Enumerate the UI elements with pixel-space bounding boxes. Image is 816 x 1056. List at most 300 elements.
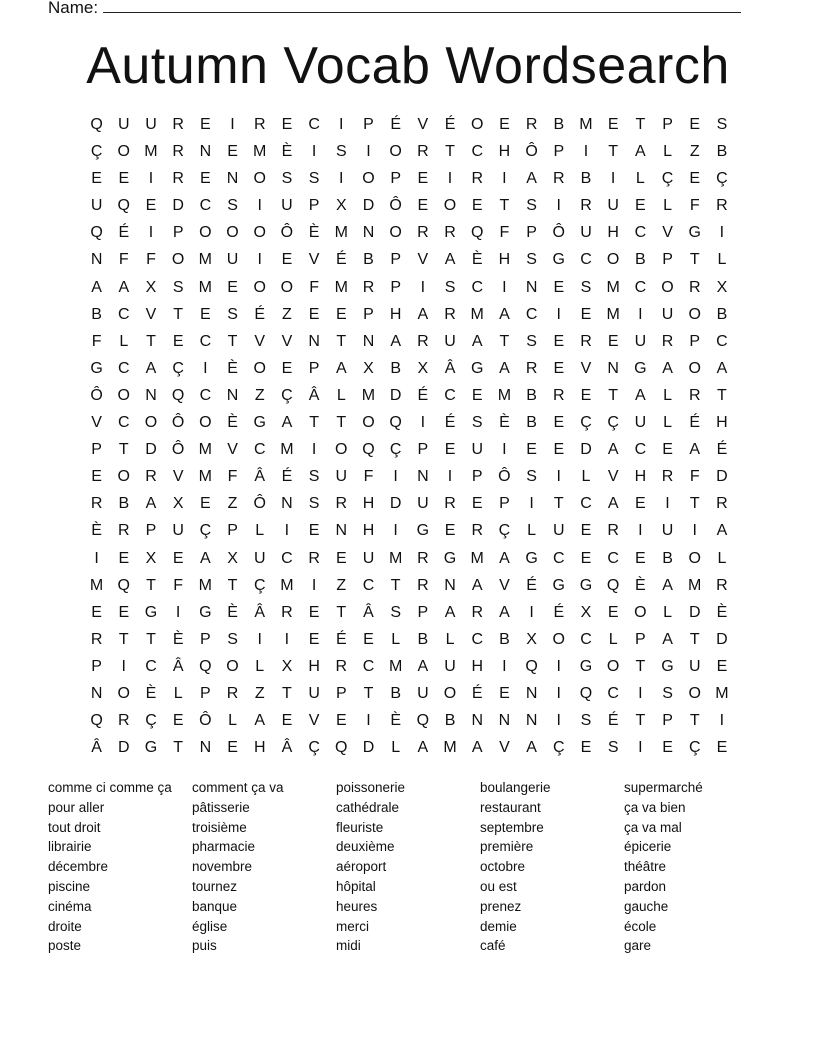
grid-letter: M bbox=[280, 441, 294, 459]
word-item: pardon bbox=[624, 878, 667, 894]
grid-row bbox=[83, 328, 736, 355]
grid-letter: M bbox=[89, 576, 104, 594]
grid-letter: Â bbox=[254, 468, 266, 486]
grid-letter: D bbox=[389, 495, 402, 513]
grid-letter: I bbox=[366, 712, 371, 730]
grid-row bbox=[83, 274, 736, 301]
grid-letter: U bbox=[90, 197, 103, 215]
grid-letter: P bbox=[227, 522, 238, 540]
grid-letter: Q bbox=[90, 116, 103, 133]
grid-letter: P bbox=[526, 224, 537, 242]
grid-letter: E bbox=[716, 739, 728, 757]
grid-letter: F bbox=[689, 197, 700, 215]
grid-letter: E bbox=[118, 170, 130, 188]
grid-letter: I bbox=[719, 224, 725, 242]
grid-letter: O bbox=[253, 224, 266, 242]
grid-letter: O bbox=[253, 278, 266, 296]
grid-letter: F bbox=[146, 251, 156, 269]
grid-letter: X bbox=[716, 278, 728, 296]
grid-letter: R bbox=[580, 197, 592, 215]
grid-letter: Ô bbox=[171, 441, 185, 459]
grid-letter: V bbox=[499, 576, 510, 594]
grid-letter: C bbox=[118, 414, 130, 432]
grid-letter: É bbox=[689, 414, 701, 432]
grid-letter: N bbox=[199, 143, 212, 161]
word-item: heures bbox=[336, 898, 378, 914]
word-item: gauche bbox=[624, 898, 669, 914]
grid-letter: R bbox=[661, 468, 674, 486]
grid-letter: T bbox=[336, 332, 347, 350]
grid-letter: A bbox=[145, 359, 157, 377]
grid-letter: I bbox=[339, 116, 344, 133]
grid-letter: I bbox=[692, 522, 697, 540]
grid-letter: L bbox=[663, 197, 672, 215]
grid-letter: F bbox=[363, 468, 374, 486]
grid-letter: A bbox=[471, 576, 483, 594]
grid-letter: S bbox=[227, 630, 238, 648]
grid-letter: Q bbox=[90, 224, 103, 242]
grid-letter: C bbox=[145, 657, 157, 675]
grid-letter: Ç bbox=[716, 170, 728, 188]
grid-letter: Ç bbox=[688, 739, 701, 757]
grid-letter: R bbox=[118, 712, 130, 730]
grid-letter: O bbox=[362, 414, 375, 432]
grid-letter: E bbox=[91, 468, 102, 486]
grid-letter: R bbox=[226, 684, 239, 702]
grid-letter: G bbox=[416, 522, 430, 540]
grid-letter: E bbox=[227, 143, 238, 161]
grid-letter: L bbox=[255, 522, 265, 540]
grid-letter: A bbox=[499, 305, 510, 323]
grid-letter: G bbox=[634, 359, 647, 377]
grid-letter: Q bbox=[579, 684, 593, 702]
grid-letter: B bbox=[91, 305, 102, 323]
grid-letter: R bbox=[417, 143, 429, 161]
grid-letter: I bbox=[529, 495, 534, 513]
grid-letter: A bbox=[471, 332, 483, 350]
grid-letter: S bbox=[607, 739, 619, 757]
grid-letter: D bbox=[362, 197, 375, 215]
grid-letter: Ç bbox=[145, 712, 157, 730]
grid-letter: I bbox=[502, 278, 507, 296]
grid-letter: A bbox=[607, 495, 619, 513]
grid-letter: E bbox=[607, 116, 619, 133]
grid-letter: V bbox=[580, 359, 592, 377]
grid-letter: E bbox=[200, 305, 211, 323]
grid-letter: O bbox=[253, 359, 266, 377]
grid-row bbox=[83, 355, 736, 382]
grid-letter: R bbox=[471, 170, 483, 188]
grid-letter: T bbox=[689, 630, 700, 648]
word-item: boulangerie bbox=[480, 780, 551, 795]
grid-letter: È bbox=[281, 143, 293, 161]
grid-letter: F bbox=[173, 576, 184, 594]
grid-letter: R bbox=[172, 143, 184, 161]
grid-letter: C bbox=[362, 657, 375, 675]
grid-letter: O bbox=[171, 251, 185, 269]
grid-letter: E bbox=[281, 359, 293, 377]
grid-letter: M bbox=[715, 684, 729, 702]
grid-letter: X bbox=[335, 197, 347, 215]
word-item: pharmacie bbox=[192, 839, 256, 855]
grid-letter: É bbox=[335, 630, 347, 648]
grid-letter: R bbox=[471, 603, 483, 621]
grid-letter: I bbox=[447, 170, 453, 188]
grid-letter: C bbox=[199, 332, 212, 350]
grid-letter: X bbox=[227, 549, 238, 567]
grid-letter: R bbox=[417, 332, 429, 350]
grid-letter: A bbox=[145, 495, 157, 513]
grid-letter: C bbox=[253, 441, 266, 459]
grid-letter: E bbox=[335, 305, 347, 323]
grid-letter: R bbox=[525, 359, 538, 377]
grid-letter: Q bbox=[470, 224, 484, 242]
grid-letter: I bbox=[556, 468, 561, 486]
grid-letter: Q bbox=[389, 414, 402, 432]
grid-letter: T bbox=[363, 684, 374, 702]
grid-letter: F bbox=[309, 278, 319, 296]
grid-row bbox=[83, 734, 736, 761]
grid-letter: C bbox=[716, 332, 728, 350]
grid-letter: V bbox=[308, 251, 320, 269]
grid-letter: E bbox=[553, 278, 565, 296]
word-item: cinéma bbox=[48, 898, 92, 914]
grid-letter: T bbox=[336, 603, 347, 621]
grid-letter: E bbox=[281, 251, 293, 269]
grid-letter: Ç bbox=[281, 386, 293, 404]
word-item: prenez bbox=[480, 898, 522, 914]
grid-letter: N bbox=[281, 495, 293, 513]
grid-letter: B bbox=[553, 116, 565, 133]
grid-letter: D bbox=[716, 468, 728, 486]
grid-letter: V bbox=[417, 251, 429, 269]
grid-letter: U bbox=[688, 657, 701, 675]
grid-letter: È bbox=[716, 603, 728, 621]
grid-letter: R bbox=[471, 522, 483, 540]
grid-row bbox=[83, 517, 736, 544]
grid-letter: O bbox=[199, 414, 212, 432]
grid-letter: C bbox=[580, 495, 592, 513]
grid-letter: U bbox=[661, 522, 674, 540]
grid-letter: S bbox=[227, 305, 238, 323]
grid-letter: Z bbox=[254, 684, 265, 702]
grid-letter: O bbox=[606, 251, 620, 269]
grid-letter: B bbox=[526, 386, 537, 404]
grid-letter: V bbox=[281, 332, 293, 350]
grid-letter: Â bbox=[91, 739, 102, 757]
grid-letter: Q bbox=[199, 657, 212, 675]
grid-letter: E bbox=[526, 441, 537, 459]
grid-letter: E bbox=[172, 549, 184, 567]
grid-letter: C bbox=[634, 441, 647, 459]
grid-letter: X bbox=[363, 359, 374, 377]
grid-letter: O bbox=[253, 170, 266, 188]
grid-letter: E bbox=[471, 495, 483, 513]
grid-letter: Â bbox=[281, 739, 293, 757]
grid-letter: I bbox=[148, 224, 154, 242]
grid-letter: A bbox=[499, 603, 510, 621]
grid-letter: Ç bbox=[580, 414, 592, 432]
grid-letter: É bbox=[281, 468, 293, 486]
grid-letter: B bbox=[499, 630, 510, 648]
grid-letter: É bbox=[716, 441, 728, 459]
grid-letter: I bbox=[420, 278, 426, 296]
grid-letter: N bbox=[607, 359, 619, 377]
grid-letter: M bbox=[253, 143, 267, 161]
grid-letter: E bbox=[308, 630, 320, 648]
grid-letter: G bbox=[443, 549, 457, 567]
grid-letter: C bbox=[199, 386, 212, 404]
grid-row bbox=[83, 192, 736, 219]
grid-letter: È bbox=[499, 414, 510, 432]
grid-letter: L bbox=[391, 630, 401, 648]
grid-letter: N bbox=[335, 522, 348, 540]
grid-letter: A bbox=[118, 278, 130, 296]
grid-letter: R bbox=[716, 495, 728, 513]
grid-letter: R bbox=[716, 576, 728, 594]
grid-letter: R bbox=[688, 386, 701, 404]
grid-row bbox=[83, 653, 736, 680]
grid-letter: H bbox=[253, 739, 266, 757]
grid-letter: R bbox=[688, 278, 701, 296]
grid-letter: N bbox=[226, 386, 239, 404]
grid-letter: U bbox=[362, 549, 375, 567]
word-item: librairie bbox=[48, 839, 92, 855]
grid-letter: E bbox=[444, 522, 456, 540]
grid-letter: O bbox=[199, 224, 212, 242]
grid-letter: E bbox=[689, 116, 701, 133]
grid-letter: A bbox=[662, 630, 673, 648]
word-item: école bbox=[624, 918, 657, 934]
grid-letter: R bbox=[172, 116, 184, 133]
grid-letter: I bbox=[311, 441, 317, 459]
grid-letter: È bbox=[227, 414, 238, 432]
grid-row bbox=[83, 301, 736, 328]
grid-letter: C bbox=[118, 305, 130, 323]
grid-letter: E bbox=[200, 116, 211, 133]
word-item: octobre bbox=[480, 859, 526, 875]
grid-letter: R bbox=[661, 332, 674, 350]
grid-letter: U bbox=[308, 684, 320, 702]
word-item: ça va bien bbox=[624, 799, 686, 815]
word-item: midi bbox=[336, 938, 361, 954]
word-list bbox=[48, 778, 768, 956]
grid-letter: S bbox=[471, 414, 483, 432]
grid-letter: V bbox=[91, 414, 102, 432]
grid-letter: I bbox=[393, 468, 398, 486]
grid-letter: M bbox=[579, 116, 593, 133]
grid-letter: D bbox=[172, 197, 184, 215]
grid-letter: R bbox=[90, 630, 103, 648]
grid-letter: U bbox=[634, 332, 647, 350]
grid-letter: E bbox=[499, 684, 510, 702]
word-item: ou est bbox=[480, 878, 517, 894]
grid-letter: D bbox=[145, 441, 157, 459]
grid-letter: É bbox=[607, 712, 619, 730]
grid-letter: L bbox=[717, 549, 727, 567]
grid-letter: M bbox=[198, 468, 212, 486]
grid-letter: I bbox=[121, 657, 126, 675]
grid-letter: O bbox=[389, 224, 402, 242]
grid-letter: R bbox=[90, 495, 103, 513]
grid-letter: M bbox=[198, 576, 212, 594]
grid-letter: T bbox=[146, 576, 156, 594]
grid-letter: N bbox=[145, 386, 157, 404]
grid-letter: A bbox=[716, 522, 728, 540]
grid-letter: A bbox=[417, 305, 429, 323]
grid-letter: S bbox=[308, 495, 320, 513]
grid-letter: E bbox=[444, 441, 456, 459]
grid-row bbox=[83, 680, 736, 707]
grid-letter: N bbox=[498, 712, 511, 730]
grid-letter: E bbox=[118, 549, 130, 567]
word-item: puis bbox=[192, 938, 217, 954]
grid-letter: S bbox=[580, 278, 592, 296]
grid-letter: Ç bbox=[498, 522, 511, 540]
grid-letter: R bbox=[172, 170, 184, 188]
grid-letter: I bbox=[556, 712, 561, 730]
grid-letter: R bbox=[525, 116, 538, 133]
grid-letter: A bbox=[635, 386, 646, 404]
grid-letter: I bbox=[583, 143, 589, 161]
grid-letter: G bbox=[199, 603, 212, 621]
grid-letter: O bbox=[552, 630, 565, 648]
grid-letter: E bbox=[335, 549, 347, 567]
grid-letter: É bbox=[444, 116, 456, 133]
grid-letter: P bbox=[662, 712, 673, 730]
grid-letter: E bbox=[145, 197, 157, 215]
grid-letter: E bbox=[580, 386, 592, 404]
word-item: novembre bbox=[192, 859, 253, 875]
grid-letter: O bbox=[226, 657, 239, 675]
grid-row bbox=[83, 572, 736, 599]
grid-letter: M bbox=[688, 576, 702, 594]
grid-letter: H bbox=[362, 522, 375, 540]
grid-letter: Â bbox=[308, 386, 320, 404]
grid-letter: O bbox=[470, 116, 484, 133]
grid-letter: T bbox=[689, 712, 700, 730]
grid-letter: L bbox=[717, 251, 727, 269]
grid-letter: B bbox=[526, 414, 537, 432]
grid-letter: R bbox=[281, 603, 293, 621]
word-item: demie bbox=[480, 918, 517, 934]
grid-letter: O bbox=[443, 684, 457, 702]
grid-letter: A bbox=[281, 414, 293, 432]
grid-letter: Ç bbox=[90, 143, 103, 161]
grid-letter: E bbox=[200, 495, 211, 513]
grid-letter: G bbox=[470, 359, 484, 377]
grid-letter: O bbox=[117, 684, 130, 702]
grid-row bbox=[83, 463, 736, 490]
grid-letter: L bbox=[663, 603, 672, 621]
grid-letter: U bbox=[145, 116, 157, 133]
grid-letter: U bbox=[226, 251, 239, 269]
name-label: Name: bbox=[48, 0, 99, 17]
grid-letter: T bbox=[146, 630, 156, 648]
word-item: église bbox=[192, 918, 228, 934]
grid-letter: S bbox=[580, 712, 592, 730]
grid-letter: B bbox=[417, 630, 429, 648]
grid-letter: U bbox=[553, 522, 565, 540]
grid-letter: I bbox=[339, 170, 344, 188]
word-column bbox=[336, 778, 480, 956]
grid-letter: V bbox=[145, 305, 157, 323]
grid-letter: A bbox=[499, 549, 510, 567]
grid-letter: È bbox=[308, 224, 320, 242]
grid-letter: I bbox=[556, 305, 561, 323]
page-title: Autumn Vocab Wordsearch bbox=[86, 37, 730, 95]
grid-letter: S bbox=[308, 170, 320, 188]
grid-letter: E bbox=[200, 170, 211, 188]
grid-letter: D bbox=[118, 739, 130, 757]
grid-letter: I bbox=[257, 630, 262, 648]
grid-letter: C bbox=[471, 143, 483, 161]
grid-letter: T bbox=[118, 630, 129, 648]
grid-letter: E bbox=[607, 332, 619, 350]
grid-letter: Q bbox=[416, 712, 430, 730]
grid-letter: È bbox=[471, 251, 483, 269]
grid-letter: O bbox=[117, 386, 130, 404]
grid-letter: S bbox=[716, 116, 728, 133]
grid-letter: N bbox=[471, 712, 483, 730]
grid-letter: Ô bbox=[253, 495, 266, 513]
grid-row bbox=[83, 626, 736, 653]
grid-letter: È bbox=[145, 684, 157, 702]
word-item: hôpital bbox=[336, 878, 376, 894]
grid-letter: A bbox=[91, 278, 102, 296]
grid-letter: P bbox=[91, 441, 102, 459]
grid-letter: O bbox=[606, 657, 620, 675]
word-item: gare bbox=[624, 938, 652, 954]
grid-letter: S bbox=[227, 197, 238, 215]
grid-letter: T bbox=[717, 386, 727, 404]
grid-letter: E bbox=[308, 305, 320, 323]
grid-letter: P bbox=[689, 332, 701, 350]
grid-letter: U bbox=[444, 657, 456, 675]
grid-letter: H bbox=[308, 657, 320, 675]
grid-row bbox=[83, 436, 736, 463]
grid-letter: É bbox=[390, 116, 401, 133]
grid-letter: F bbox=[689, 468, 700, 486]
grid-letter: H bbox=[716, 414, 728, 432]
word-item: aéroport bbox=[336, 859, 387, 875]
grid-letter: N bbox=[199, 739, 212, 757]
grid-letter: R bbox=[553, 170, 565, 188]
grid-letter: N bbox=[362, 332, 375, 350]
grid-letter: Ô bbox=[171, 414, 185, 432]
grid-letter: O bbox=[389, 143, 402, 161]
grid-letter: Z bbox=[689, 143, 700, 161]
grid-letter: Ô bbox=[389, 197, 402, 215]
grid-letter: A bbox=[526, 739, 537, 757]
grid-letter: B bbox=[444, 712, 456, 730]
grid-letter: H bbox=[389, 305, 402, 323]
grid-letter: Â bbox=[444, 359, 456, 377]
grid-letter: T bbox=[608, 143, 619, 161]
grid-letter: N bbox=[226, 170, 239, 188]
grid-letter: N bbox=[525, 684, 538, 702]
grid-letter: E bbox=[716, 657, 728, 675]
grid-letter: M bbox=[443, 739, 457, 757]
grid-letter: R bbox=[417, 576, 429, 594]
grid-letter: X bbox=[526, 630, 537, 648]
grid-letter: A bbox=[499, 359, 510, 377]
word-item: troisième bbox=[192, 819, 247, 835]
grid-letter: C bbox=[553, 549, 565, 567]
grid-letter: E bbox=[118, 603, 130, 621]
grid-letter: O bbox=[280, 278, 294, 296]
grid-letter: P bbox=[635, 630, 646, 648]
